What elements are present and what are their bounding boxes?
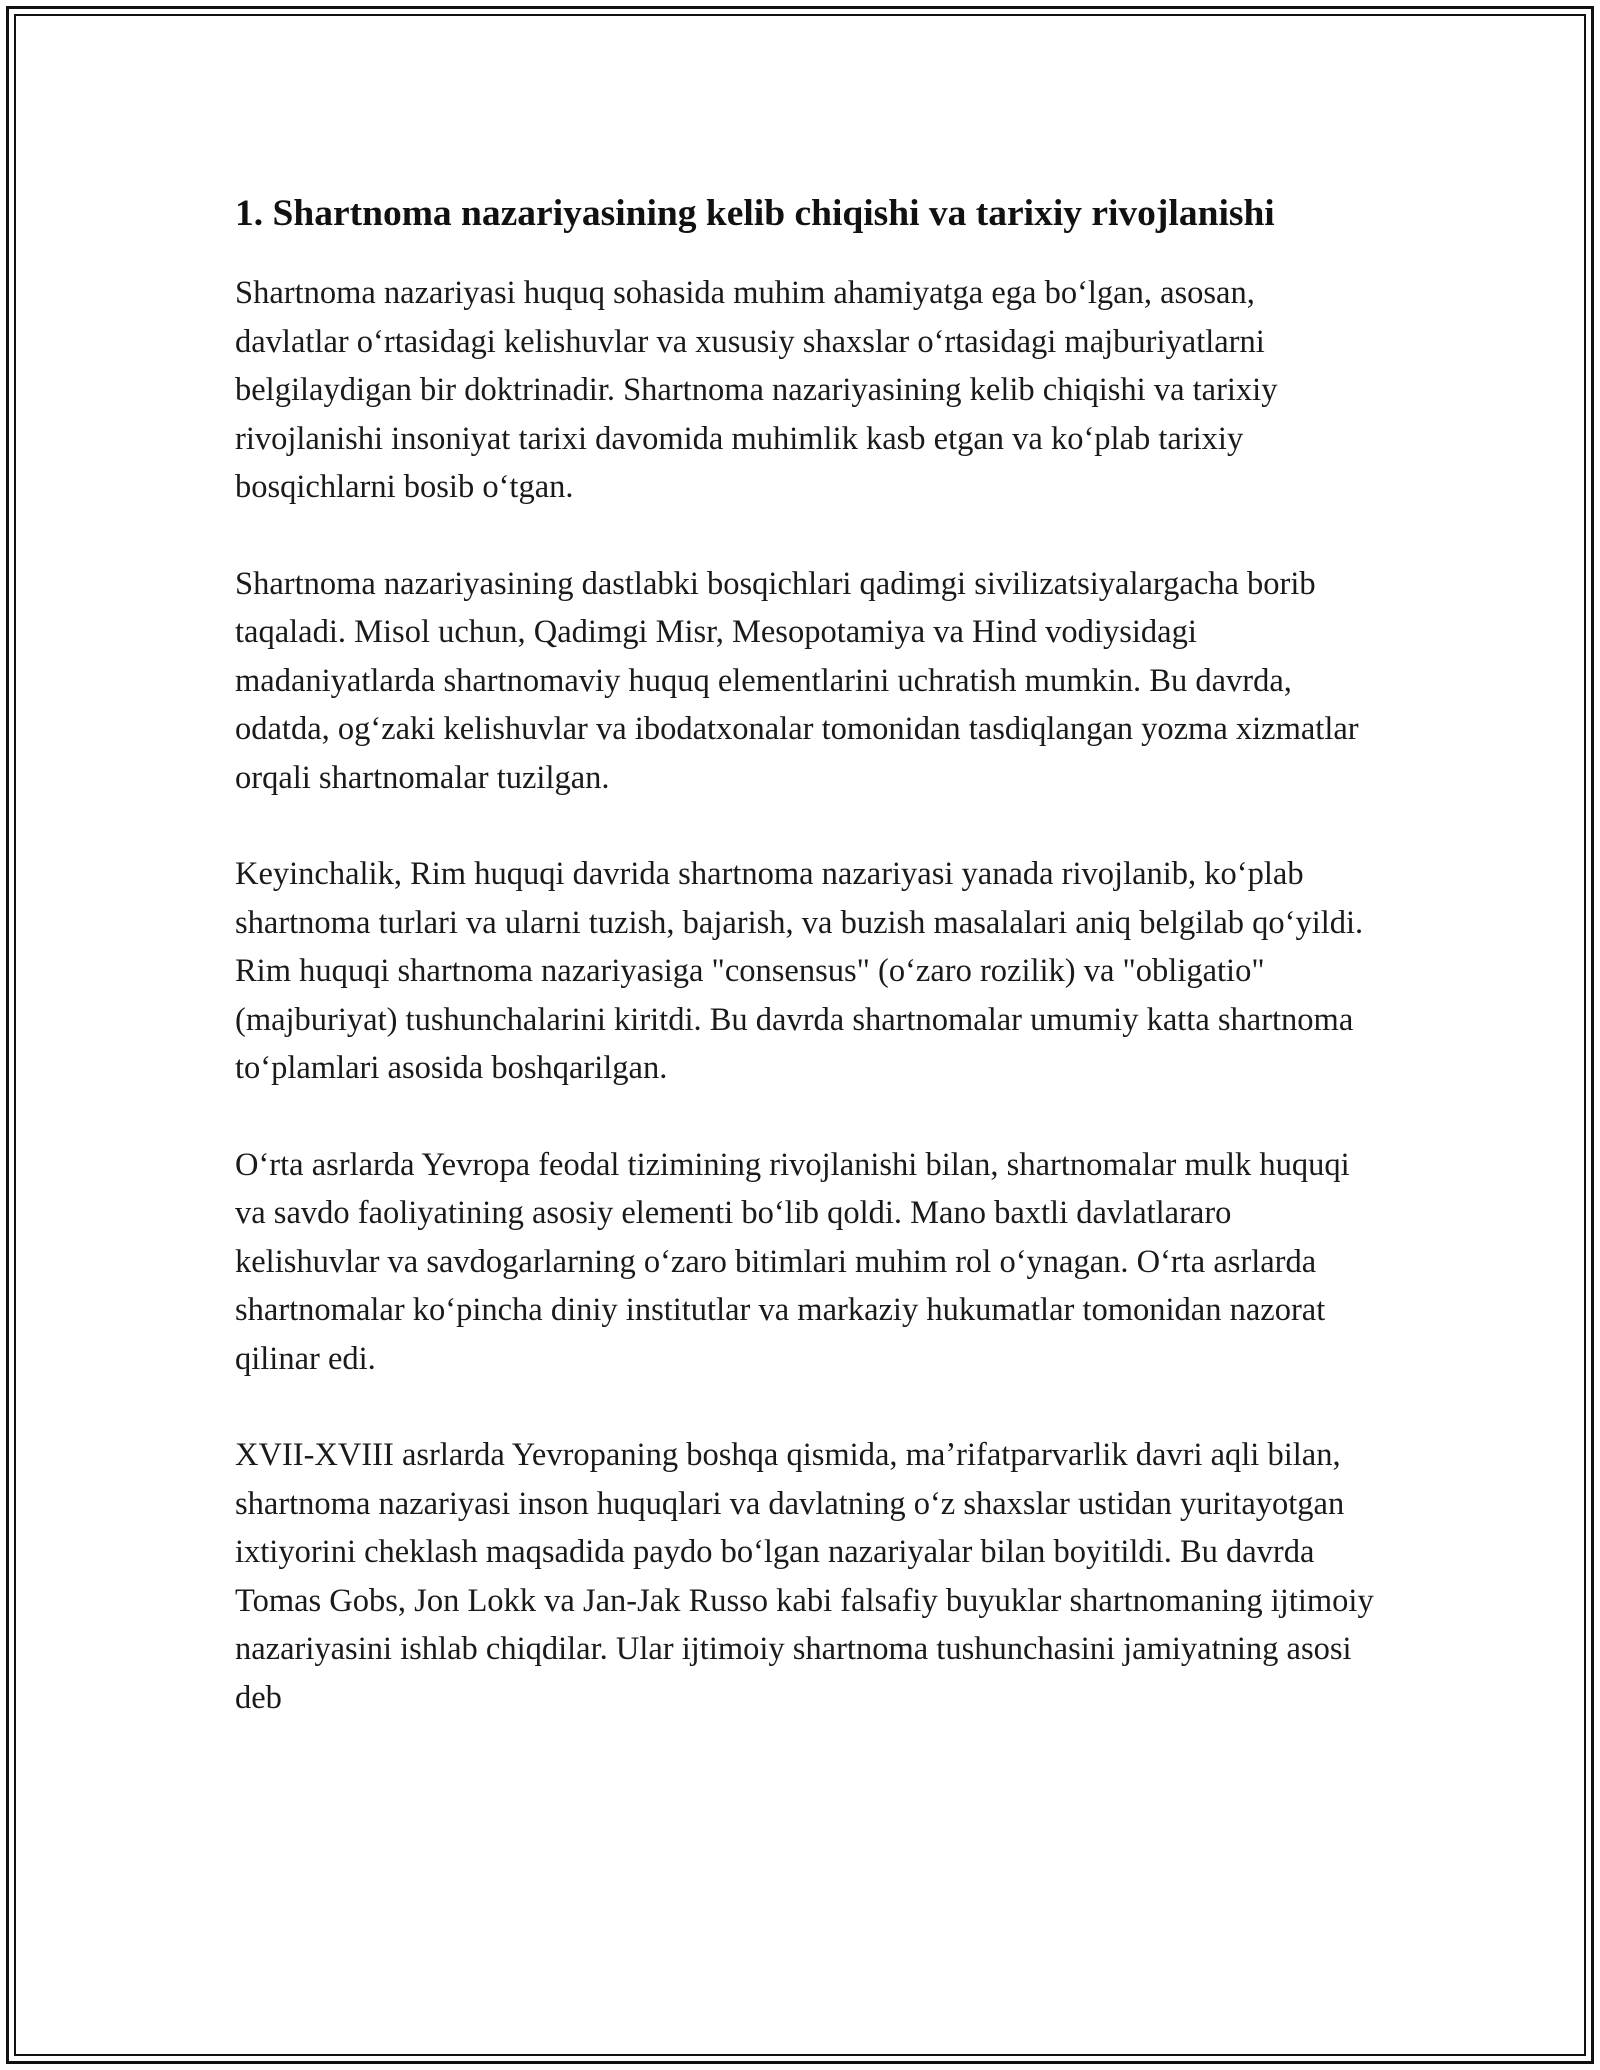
paragraph-2: Shartnoma nazariyasining dastlabki bosqichlari qadimgi sivilizatsiyalargacha borib taqaladi. Misol uchun, Qadimgi Misr, Mesopotamiya va Hind vodiysidagi madaniyatlarda shartnomaviy huquq elementlarini uchratish mumkin. Bu davrda, odatda, ogʻzaki kelishuvlar va ibodatxonalar tomonidan tasdiqlangan yozma xizmatlar orqali shartnomalar tuzilgan. — [235, 565, 1359, 796]
paragraph-4: Oʻrta asrlarda Yevropa feodal tizimining rivojlanishi bilan, shartnomalar mulk huquqi va savdo faoliyatining asosiy elementi boʻlib qoldi. Mano baxtli davlatlararo kelishuvlar va savdogarlarning oʻzaro bitimlari muhim rol oʻynagan. Oʻrta asrlarda shartnomalar koʻpincha diniy institutlar va markaziy hukumatlar tomonidan nazorat qilinar edi. — [235, 1146, 1350, 1377]
document-body — [235, 186, 1375, 1770]
section-heading: 1. Shartnoma nazariyasining kelib chiqishi va tarixiy rivojlanishi — [235, 193, 1275, 234]
paragraph-3: Keyinchalik, Rim huquqi davrida shartnoma nazariyasi yanada rivojlanib, koʻplab shartnoma turlari va ularni tuzish, bajarish, va buzish masalalari aniq belgilab qoʻyildi. Rim huquqi shartnoma nazariyasiga "consensus" (oʻzaro rozilik) va "obligatio" (majburiyat) tushunchalarini kiritdi. Bu davrda shartnomalar umumiy katta shartnoma toʻplamlari asosida boshqarilgan. — [235, 856, 1364, 1086]
paragraph-1: Shartnoma nazariyasi huquq sohasida muhim ahamiyatga ega boʻlgan, asosan, davlatlar oʻrtasidagi kelishuvlar va xususiy shaxslar oʻrtasidagi majburiyatlarni belgilaydigan bir doktrinadir. Shartnoma nazariyasining kelib chiqishi va tarixiy rivojlanishi insoniyat tarixi davomida muhimlik kasb etgan va koʻplab tarixiy bosqichlarni bosib oʻtgan. — [235, 275, 1278, 505]
paragraph-5: XVII-XVIII asrlarda Yevropaning boshqa qismida, maʼrifatparvarlik davri aqli bilan, shartnoma nazariyasi inson huquqlari va davlatning oʻz shaxslar ustidan yuritayotgan ixtiyorini cheklash maqsadida paydo boʻlgan nazariyalar bilan boyitildi. Bu davrda Tomas Gobs, Jon Lokk va Jan-Jak Russo kabi falsafiy buyuklar shartnomaning ijtimoiy nazariyasini ishlab chiqdilar. Ular ijtimoiy shartnoma tushunchasini jamiyatning asosi deb — [235, 1437, 1374, 1716]
